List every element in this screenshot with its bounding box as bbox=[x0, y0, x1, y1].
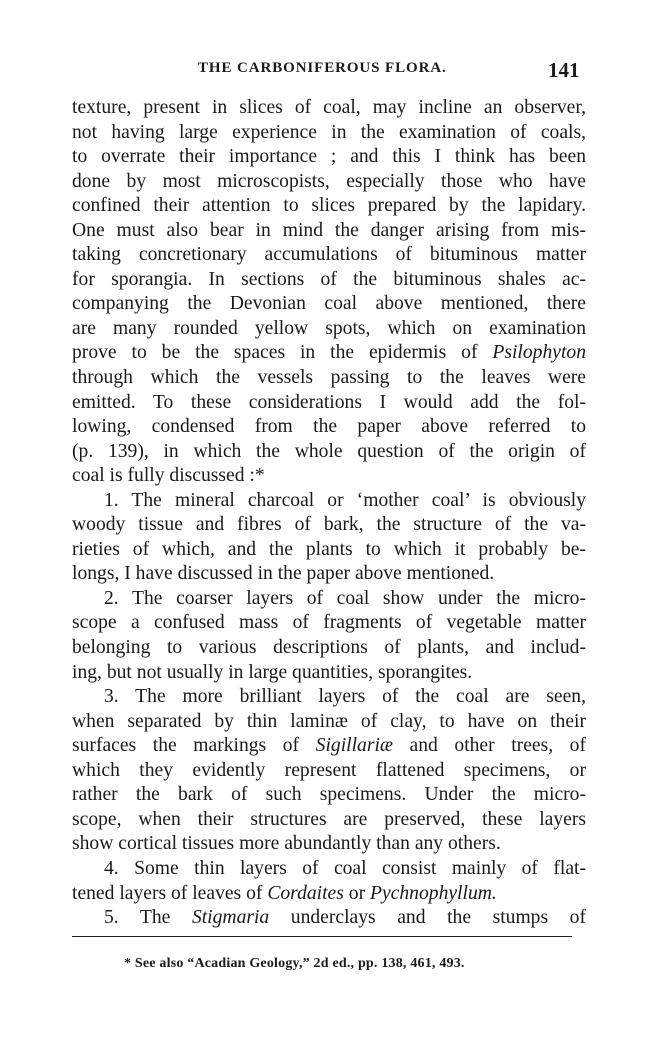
text-segment: through which the vessels passing to the leaves were bbox=[72, 367, 586, 389]
text-line bbox=[72, 587, 586, 612]
text-segment: 2. The coarser layers of coal show under the micro- bbox=[104, 587, 586, 609]
footnote: * See also “Acadian Geology,” 2d ed., pp. 138, 461, 493. bbox=[124, 956, 465, 971]
text-segment: tened layers of leaves of bbox=[72, 882, 268, 904]
text-line bbox=[72, 882, 586, 907]
text-segment: when separated by thin laminæ of clay, to have on their bbox=[72, 710, 586, 732]
text-segment: or bbox=[343, 882, 371, 904]
text-line bbox=[72, 857, 586, 882]
text-segment: coal is fully discussed :* bbox=[72, 465, 265, 487]
italic-text: Psilophyton bbox=[492, 342, 586, 364]
text-segment: scope, when their structures are preserved, these layers bbox=[72, 808, 586, 830]
text-segment: to overrate their importance ; and this I think has been bbox=[72, 146, 586, 168]
italic-text: Pychnophyllum. bbox=[370, 882, 497, 904]
text-line bbox=[72, 243, 586, 268]
text-line bbox=[72, 219, 586, 244]
text-segment: rieties of which, and the plants to which it probably be- bbox=[72, 538, 586, 560]
italic-text: Stigmaria bbox=[191, 907, 270, 929]
text-line bbox=[72, 170, 586, 195]
text-segment: which they evidently represent flattened specimens, or bbox=[72, 759, 586, 781]
text-line bbox=[72, 661, 586, 686]
text-line bbox=[72, 391, 586, 416]
text-line bbox=[72, 292, 586, 317]
text-line bbox=[72, 145, 586, 170]
text-segment: done by most microscopists, especially those who have bbox=[72, 170, 586, 192]
italic-text: Cordaites bbox=[267, 882, 344, 904]
italic-text: Sigillariæ bbox=[315, 735, 393, 757]
text-segment: (p. 139), in which the whole question of the origin of bbox=[72, 440, 586, 462]
text-segment: longs, I have discussed in the paper above mentioned. bbox=[72, 563, 495, 585]
text-segment: 4. Some thin layers of coal consist mainly of flat- bbox=[104, 857, 586, 879]
text-line bbox=[72, 710, 586, 735]
text-segment: prove to be the spaces in the epidermis of bbox=[72, 342, 493, 364]
text-line bbox=[72, 611, 586, 636]
text-line bbox=[72, 906, 586, 931]
text-segment: taking concretionary accumulations of bituminous matter bbox=[72, 244, 586, 266]
text-segment: not having large experience in the examination of coals, bbox=[72, 121, 586, 143]
text-segment: 3. The more brilliant layers of the coal are seen, bbox=[104, 686, 586, 708]
text-segment: companying the Devonian coal above mentioned, there bbox=[72, 293, 586, 315]
text-segment: lowing, condensed from the paper above referred to bbox=[72, 416, 586, 438]
text-line bbox=[72, 685, 586, 710]
running-title: THE CARBONIFEROUS FLORA. bbox=[198, 60, 447, 76]
text-line bbox=[72, 832, 586, 857]
text-segment: 5. The bbox=[104, 907, 192, 929]
text-line bbox=[72, 317, 586, 342]
text-line bbox=[72, 808, 586, 833]
text-line bbox=[72, 759, 586, 784]
text-line bbox=[72, 562, 586, 587]
text-line bbox=[72, 341, 586, 366]
text-segment: texture, present in slices of coal, may incline an observer, bbox=[72, 97, 586, 118]
text-segment: surfaces the markings of bbox=[72, 735, 316, 757]
text-line bbox=[72, 194, 586, 219]
text-segment: ing, but not usually in large quantities, sporangites. bbox=[72, 661, 473, 683]
text-line bbox=[72, 783, 586, 808]
text-line bbox=[72, 121, 586, 146]
text-line bbox=[72, 513, 586, 538]
text-line bbox=[72, 538, 586, 563]
text-line bbox=[72, 489, 586, 514]
text-segment: confined their attention to slices prepared by the lapidary. bbox=[72, 195, 586, 217]
text-segment: for sporangia. In sections of the bituminous shales ac- bbox=[72, 268, 586, 290]
text-line bbox=[72, 268, 586, 293]
text-line bbox=[72, 734, 586, 759]
body-text bbox=[72, 96, 586, 931]
page-number: 141 bbox=[548, 58, 580, 82]
text-segment: One must also bear in mind the danger arising from mis- bbox=[72, 219, 586, 241]
text-segment: show cortical tissues more abundantly than any others. bbox=[72, 833, 501, 855]
text-segment: 1. The mineral charcoal or ‘mother coal’ is obviously bbox=[104, 489, 586, 511]
text-segment: emitted. To these considerations I would add the fol- bbox=[72, 391, 586, 413]
text-segment: and other trees, of bbox=[392, 735, 586, 757]
text-line bbox=[72, 636, 586, 661]
text-segment: woody tissue and fibres of bark, the structure of the va- bbox=[72, 514, 586, 536]
text-line bbox=[72, 415, 586, 440]
text-segment: underclays and the stumps of bbox=[269, 907, 586, 929]
text-segment: are many rounded yellow spots, which on examination bbox=[72, 317, 586, 339]
text-line bbox=[72, 464, 586, 489]
text-segment: scope a confused mass of fragments of vegetable matter bbox=[72, 612, 586, 634]
text-line bbox=[72, 366, 586, 391]
footnote-rule bbox=[72, 936, 572, 937]
text-line bbox=[72, 440, 586, 465]
text-line bbox=[72, 96, 586, 121]
text-segment: belonging to various descriptions of plants, and includ- bbox=[72, 637, 586, 659]
text-segment: rather the bark of such specimens. Under the micro- bbox=[72, 784, 586, 806]
